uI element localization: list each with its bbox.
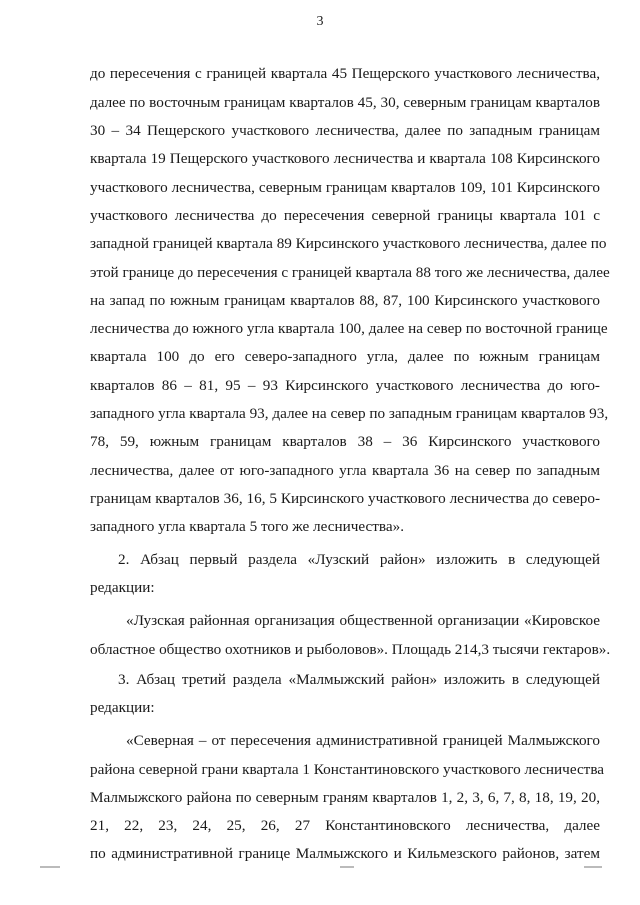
quote-line: «Северная – от пересечения административной границей Малмыжского — [126, 732, 600, 749]
text-line: до пересечения с границей квартала 45 Пещерского участкового лесничества, — [90, 65, 600, 82]
scan-speck — [340, 866, 354, 868]
text-line: квартала 100 до его северо-западного угла, далее по южным границам — [90, 348, 600, 365]
text-line: на запад по южным границам кварталов 88, 87, 100 Кирсинского участкового — [90, 292, 600, 309]
text-line: лесничества, далее от юго-западного угла квартала 36 на север по западным — [90, 462, 600, 479]
text-line: кварталов 86 – 81, 95 – 93 Кирсинского участкового лесничества до юго- — [90, 377, 600, 394]
text-line: западного угла квартала 93, далее на север по западным границам кварталов 93, — [90, 405, 609, 422]
scan-speck — [584, 866, 602, 868]
text-line: западной границей квартала 89 Кирсинского участкового лесничества, далее по — [90, 235, 607, 252]
text-line: границам кварталов 36, 16, 5 Кирсинского участкового лесничества до северо- — [90, 490, 600, 507]
quote-line: по административной границе Малмыжского и Кильмезского районов, затем — [90, 845, 600, 862]
text-line: редакции: — [90, 579, 155, 596]
quote-line: Малмыжского района по северным граням кварталов 1, 2, 3, 6, 7, 8, 18, 19, 20, — [90, 789, 600, 806]
text-line: западного угла квартала 5 того же лесничества». — [90, 518, 404, 535]
page-number: 3 — [316, 14, 324, 29]
text-line: этой границе до пересечения с границей квартала 88 того же лесничества, далее — [90, 264, 610, 281]
quote-line: 21, 22, 23, 24, 25, 26, 27 Константиновского лесничества, далее — [90, 817, 600, 834]
text-line: 78, 59, южным границам кварталов 38 – 36 Кирсинского участкового — [90, 433, 600, 450]
text-line: далее по восточным границам кварталов 45, 30, северным границам кварталов — [90, 94, 600, 111]
quote-line: района северной грани квартала 1 Константиновского участкового лесничества — [90, 761, 605, 778]
text-line: квартала 19 Пещерского участкового лесничества и квартала 108 Кирсинского — [90, 150, 600, 167]
list-item-3: 3. Абзац третий раздела «Малмыжский район» изложить в следующей — [118, 671, 600, 688]
quote-line: областное общество охотников и рыболовов». Площадь 214,3 тысячи гектаров». — [90, 641, 611, 658]
list-item-2: 2. Абзац первый раздела «Лузский район» изложить в следующей — [118, 551, 600, 568]
text-line: участкового лесничества до пересечения северной границы квартала 101 с — [90, 207, 600, 224]
quote-line: «Лузская районная организация общественной организации «Кировское — [126, 612, 600, 629]
scan-speck — [40, 866, 60, 868]
text-line: лесничества до южного угла квартала 100, далее на север по восточной границе — [90, 320, 608, 337]
text-line: 30 – 34 Пещерского участкового лесничества, далее по западным границам — [90, 122, 600, 139]
text-line: редакции: — [90, 699, 155, 716]
text-line: участкового лесничества, северным границам кварталов 109, 101 Кирсинского — [90, 179, 600, 196]
scan-artifacts — [0, 866, 640, 872]
